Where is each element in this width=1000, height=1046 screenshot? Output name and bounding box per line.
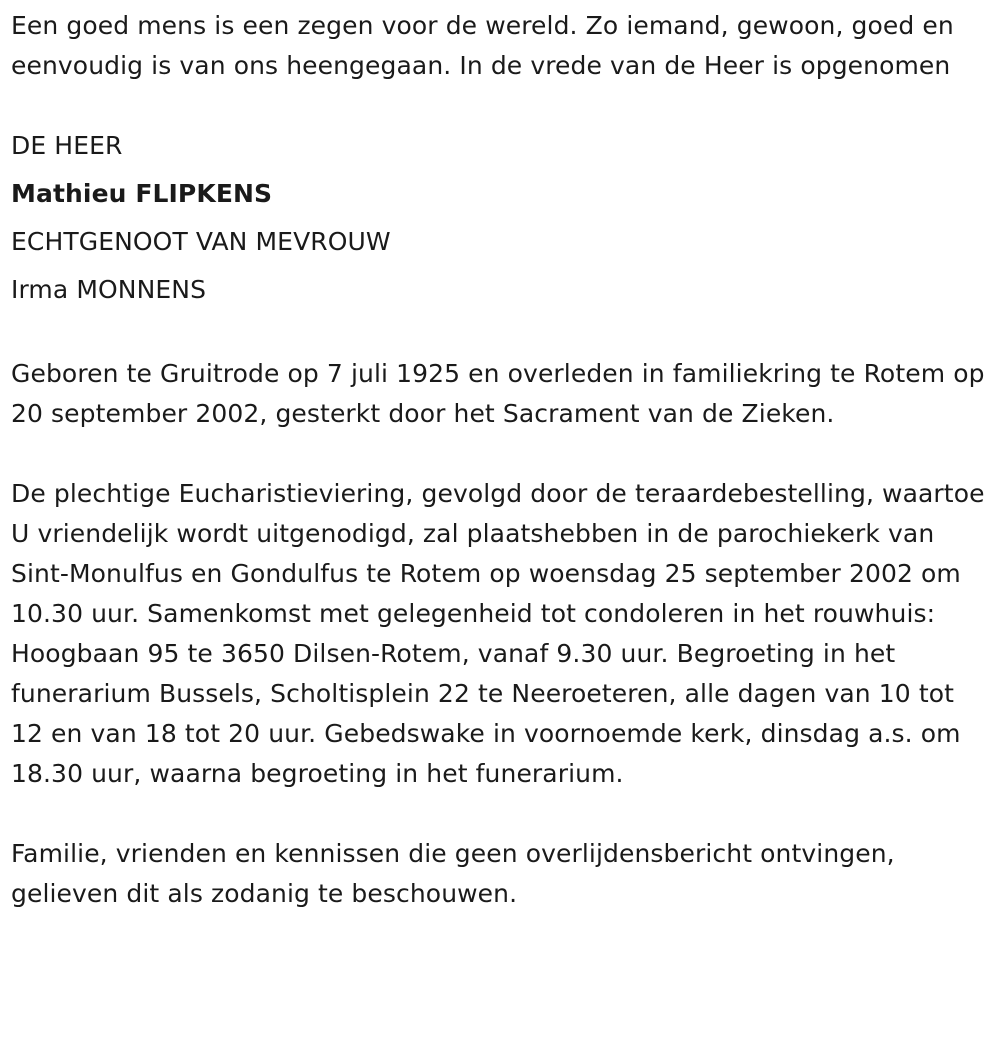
intro-paragraph: Een goed mens is een zegen voor de wereld. Zo iemand, gewoon, goed en eenvoudig is van ons heengegaan. In de vrede van de Heer is opgenomen bbox=[11, 11, 954, 80]
deceased-name: Mathieu FLIPKENS bbox=[11, 179, 273, 208]
spacer bbox=[11, 86, 988, 126]
ceremony-paragraph: De plechtige Eucharistieviering, gevolgd door de teraardebestelling, waartoe U vriendelijk wordt uitgenodigd, zal plaatshebben in de parochiekerk van Sint-Monulfus en Gondulfus te Rotem op woensdag 25 september 2002 om 10.30 uur. Samenkomst met gelegenheid tot condoleren in het rouwhuis: Hoogbaan 95 te 3650 Dilsen-Rotem, vanaf 9.30 uur. Begroeting in het funerarium Bussels, Scholtisplein 22 te Neeroeteren, alle dagen van 10 tot 12 en van 18 tot 20 uur. Gebedswake in voornoemde kerk, dinsdag a.s. om 18.30 uur, waarna begroeting in het funerarium. bbox=[11, 479, 985, 788]
birth-death-paragraph: Geboren te Gruitrode op 7 juli 1925 en overleden in familiekring te Rotem op 20 september 2002, gesterkt door het Sacrament van de Zieken. bbox=[11, 359, 985, 428]
closing-paragraph: Familie, vrienden en kennissen die geen overlijdensbericht ontvingen, gelieven dit als zodanig te beschouwen. bbox=[11, 839, 895, 908]
spouse-name: Irma MONNENS bbox=[11, 275, 207, 304]
spacer bbox=[11, 794, 988, 834]
title-line: DE HEER bbox=[11, 131, 123, 160]
spacer bbox=[11, 434, 988, 474]
spacer bbox=[11, 314, 988, 354]
spouse-label: ECHTGENOOT VAN MEVROUW bbox=[11, 227, 391, 256]
deceased-block bbox=[11, 122, 988, 314]
